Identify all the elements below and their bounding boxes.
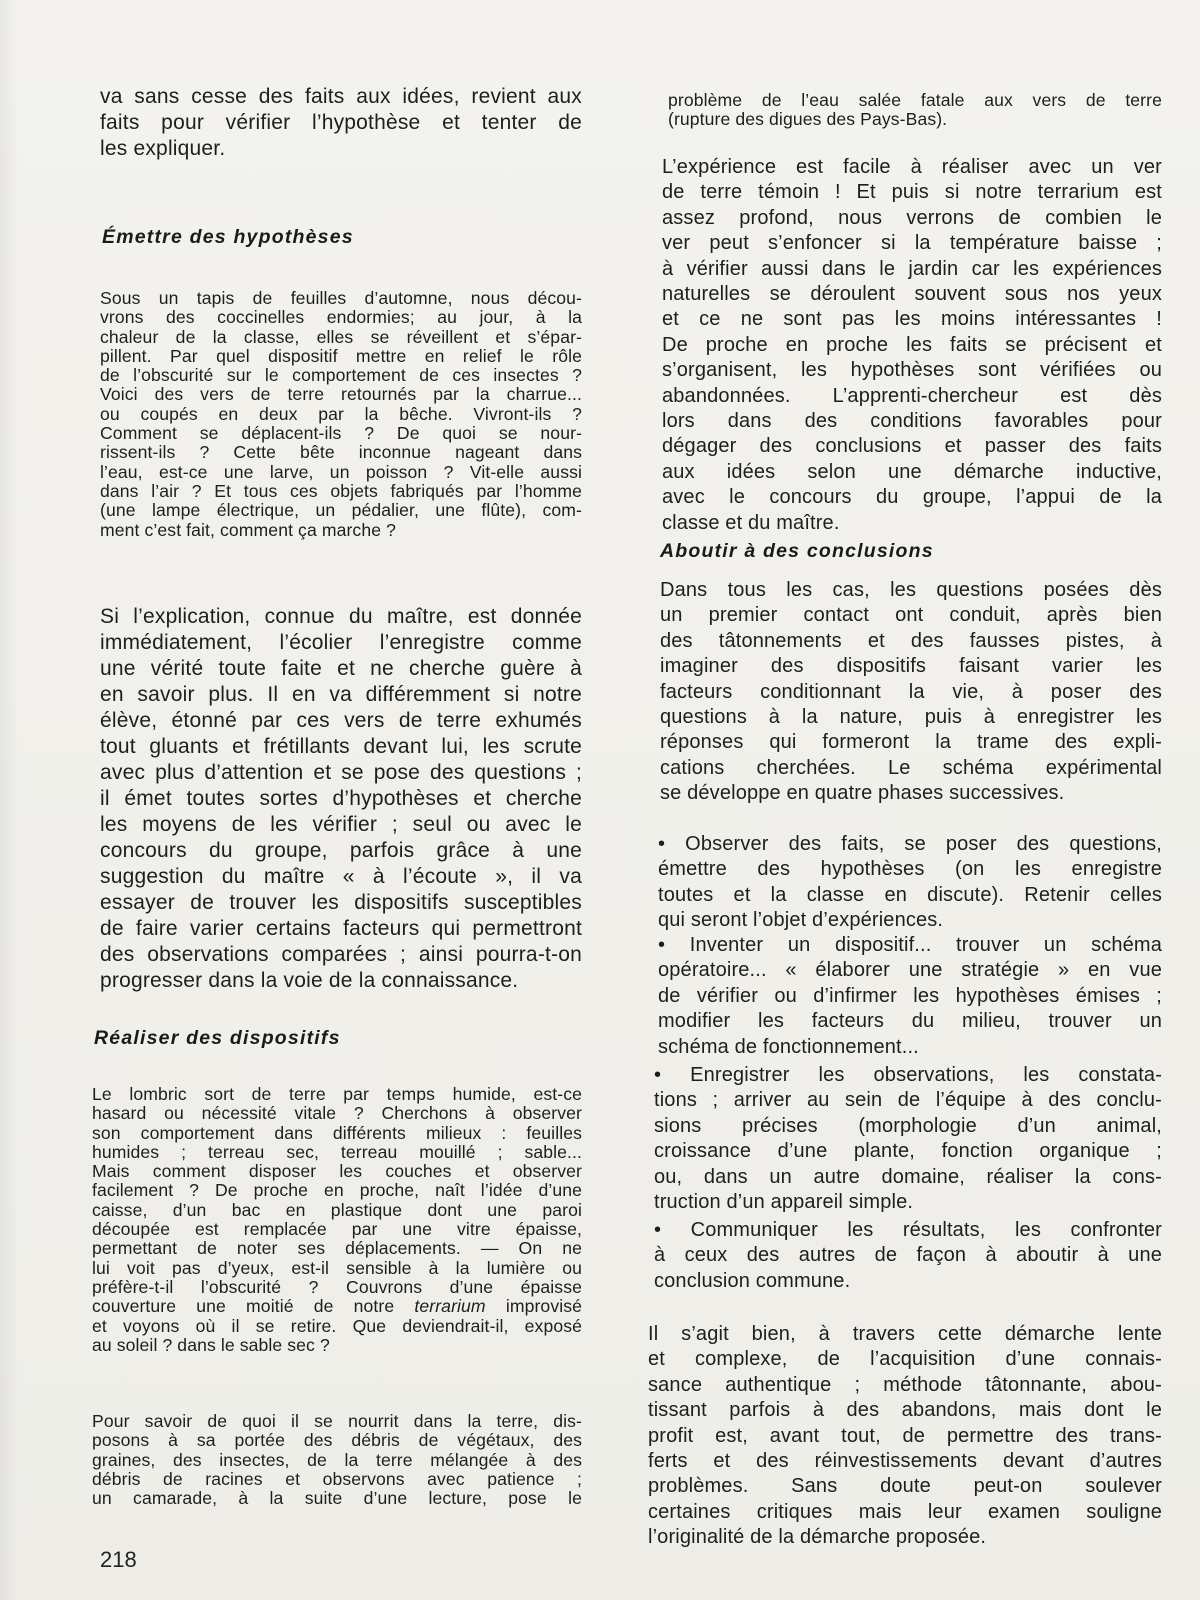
text-line: problèmes. Sans doute peut-on soulever	[648, 1475, 1162, 1498]
text-line: conclusion commune.	[654, 1269, 851, 1292]
bullet-item-inventer	[658, 933, 1162, 1060]
text-line: avec plus d’attention et se pose des questions ;	[100, 761, 582, 784]
text-line: dans l’air ? Et tous ces objets fabriqués par l’homme	[100, 480, 582, 501]
text-line: profit est, avant tout, de permettre des trans-	[648, 1424, 1162, 1447]
text-line: les moyens de les vérifier ; seul ou avec le	[100, 813, 582, 836]
text-line: émettre des hypothèses (on les enregistre	[658, 858, 1162, 881]
text-line: lors dans des conditions favorables pour	[662, 410, 1162, 433]
text-line: ment c’est fait, comment ça marche ?	[100, 519, 396, 540]
text-line: • Inventer un dispositif... trouver un schéma	[658, 934, 1162, 956]
text-line: dégager des conclusions et passer des faits	[662, 435, 1162, 458]
text-line: truction d’un appareil simple.	[654, 1191, 914, 1214]
text-line: une vérité toute faite et ne cherche guère à	[100, 657, 582, 680]
text-line: caisse, d’un bac en plastique dont une paroi	[92, 1199, 582, 1220]
text-line: Voici des vers de terre retournés par la charrue...	[100, 384, 582, 405]
text-line-with-italic: couverture une moitié de notre terrarium improvisé	[92, 1296, 583, 1317]
intro-paragraph	[100, 84, 582, 162]
text-line: avec le concours du groupe, l’appui de la	[662, 486, 1162, 509]
text-line: modifier les facteurs du milieu, trouver un	[658, 1010, 1162, 1033]
paragraph-experience	[662, 155, 1162, 536]
text-line: concours du groupe, parfois grâce à une	[100, 839, 582, 862]
text-line: Comment se déplacent-ils ? De quoi se nour-	[100, 423, 582, 444]
text-line: de l’obscurité sur le comportement de ces insectes ?	[100, 365, 582, 386]
text-line: réponses qui formeront la trame des expli-	[660, 731, 1162, 754]
text-line: de vérifier ou d’infirmer les hypothèses émises ;	[658, 984, 1162, 1007]
text-line: l’originalité de la démarche proposée.	[648, 1526, 987, 1549]
bullet-item-observer	[658, 832, 1162, 934]
paragraph-continuation	[668, 91, 1162, 130]
text-line: tout gluants et frétillants devant lui, les scrute	[100, 735, 582, 758]
bullet-item-enregistrer	[654, 1063, 1162, 1215]
text-line: • Observer des faits, se poser des questions,	[658, 833, 1162, 855]
text-line: ou, dans un autre domaine, réaliser la cons-	[654, 1165, 1162, 1188]
text-line: hasard ou nécessité vitale ? Cherchons à observer	[92, 1103, 582, 1124]
text-line: immédiatement, l’écolier l’enregistre comme	[100, 631, 582, 654]
text-line: les expliquer.	[100, 137, 226, 160]
text-line: va sans cesse des faits aux idées, revient aux	[100, 85, 582, 108]
text-line: ver peut s’enfoncer si la température baisse ;	[662, 232, 1162, 255]
paragraph-conclusion	[648, 1322, 1162, 1551]
text-line: cations cherchées. Le schéma expérimental	[660, 756, 1162, 779]
text-line: croissance d’une plante, fonction organique ;	[654, 1140, 1162, 1163]
text-line: et ce ne sont pas les moins intéressantes !	[662, 308, 1162, 331]
text-line: qui seront l’objet d’expériences.	[658, 909, 944, 932]
italic-term: terrarium	[414, 1296, 486, 1317]
paragraph-tous-les-cas	[660, 578, 1162, 807]
section-heading-realiser: Réaliser des dispositifs	[94, 1027, 341, 1049]
text-line: Mais comment disposer les couches et observer	[92, 1161, 582, 1182]
bullet-item-communiquer	[654, 1218, 1162, 1294]
text-line: au soleil ? dans le sable sec ?	[92, 1334, 330, 1355]
text-line: problème de l’eau salée fatale aux vers de terre	[668, 90, 1162, 110]
text-line: classe et du maître.	[662, 511, 840, 534]
text-line: débris de racines et observons avec patience ;	[92, 1468, 582, 1489]
text-line: Il s’agit bien, à travers cette démarche lente	[648, 1323, 1162, 1345]
text-line: schéma de fonctionnement...	[658, 1035, 919, 1058]
paragraph-lombric	[92, 1085, 582, 1355]
text-line: assez profond, nous verrons de combien le	[662, 206, 1162, 229]
text-line: faits pour vérifier l’hypothèse et tenter de	[100, 111, 582, 134]
text-line: des observations comparées ; ainsi pourra-t-on	[100, 943, 582, 966]
text-line: (une lampe électrique, un pédalier, une flûte), com-	[100, 500, 582, 521]
text-line: progresser dans la voie de la connaissance.	[100, 969, 519, 992]
text-line: graines, des insectes, de la terre mélangée à des	[92, 1449, 582, 1470]
text-line: Dans tous les cas, les questions posées dès	[660, 579, 1162, 601]
text-line: certaines critiques mais leur examen souligne	[648, 1500, 1162, 1523]
text-line: questions à la nature, puis à enregistrer les	[660, 706, 1162, 729]
text-line: il émet toutes sortes d’hypothèses et cherche	[100, 787, 582, 810]
text-line: chaleur de la classe, elles se réveillent et s’épar-	[100, 326, 582, 347]
text-line: suggestion du maître « à l’écoute », il va	[100, 865, 582, 888]
text-line: à vérifier aussi dans le jardin car les expériences	[662, 257, 1162, 280]
text-line: un camarade, à la suite d’une lecture, pose le	[92, 1488, 582, 1509]
text-line: découpée est remplacée par une vitre épaisse,	[92, 1219, 582, 1240]
text-line: Le lombric sort de terre par temps humide, est-ce	[92, 1084, 582, 1104]
text-line: vrons des coccinelles endormies; au jour, à la	[100, 307, 582, 328]
paragraph-explication	[100, 604, 582, 994]
text-line: tions ; arriver au sein de l’équipe à des conclu-	[654, 1089, 1162, 1112]
text-line: toutes et la classe en discute). Retenir celles	[658, 883, 1162, 906]
text-line: et complexe, de l’acquisition d’une connais-	[648, 1348, 1162, 1371]
paragraph-coccinelles	[100, 289, 582, 540]
text-line: en savoir plus. Il en va différemment si notre	[100, 683, 582, 706]
text-line: son comportement dans différents milieux : feuilles	[92, 1122, 582, 1143]
page-number: 218	[100, 1547, 137, 1572]
text-line: De proche en proche les faits se précisent et	[662, 333, 1162, 356]
text-line: opératoire... « élaborer une stratégie » en vue	[658, 959, 1162, 982]
text-line: • Communiquer les résultats, les confronter	[654, 1219, 1162, 1241]
paragraph-nourrit	[92, 1412, 582, 1508]
text-line: facilement ? De proche en proche, naît l’idée d’une	[92, 1180, 582, 1201]
text-line: Sous un tapis de feuilles d’automne, nous décou-	[100, 288, 582, 308]
text-line: de terre témoin ! Et puis si notre terrarium est	[662, 181, 1162, 204]
text-line: permettant de noter ses déplacements. — On ne	[92, 1238, 582, 1259]
text-line: ou coupés en deux par la bêche. Vivront-ils ?	[100, 403, 582, 424]
text-line: un premier contact ont conduit, après bien	[660, 604, 1162, 627]
text-line: s’organisent, les hypothèses sont vérifiées ou	[662, 359, 1162, 382]
text-line: à ceux des autres de façon à aboutir à une	[654, 1244, 1162, 1267]
text-line: Pour savoir de quoi il se nourrit dans la terre, dis-	[92, 1411, 582, 1431]
text-line: des tâtonnements et des fausses pistes, à	[660, 629, 1162, 652]
text-line: Si l’explication, connue du maître, est donnée	[100, 605, 582, 628]
text-line: posons à sa portée des débris de végétaux, des	[92, 1430, 582, 1451]
text-line: lui voit pas d’yeux, est-il sensible à la lumière ou	[92, 1257, 582, 1278]
text-line: tissant parfois à des abandons, mais dont le	[648, 1399, 1162, 1422]
text-line: sance authentique ; méthode tâtonnante, abou-	[648, 1373, 1162, 1396]
text-line: rissent-ils ? Cette bête inconnue nageant dans	[100, 442, 582, 463]
text-line: préfère-t-il l’obscurité ? Couvrons d’une épaisse	[92, 1276, 582, 1297]
text-line: l’eau, est-ce une larve, un poisson ? Vit-elle aussi	[100, 461, 582, 482]
text-line: et voyons où il se retire. Que deviendrait-il, exposé	[92, 1315, 582, 1336]
text-line: facteurs conditionnant la vie, à poser des	[660, 680, 1162, 703]
text-line: • Enregistrer les observations, les constata-	[654, 1064, 1162, 1086]
text-line: humides ; terreau sec, terreau mouillé ; sable...	[92, 1141, 582, 1162]
text-line: (rupture des digues des Pays-Bas).	[668, 109, 948, 130]
text-line: L’expérience est facile à réaliser avec un ver	[662, 156, 1162, 178]
section-heading-emettre: Émettre des hypothèses	[102, 226, 354, 248]
text-line: abandonnées. L’apprenti-chercheur est dès	[662, 384, 1162, 407]
text-line: essayer de trouver les dispositifs susceptibles	[100, 891, 582, 914]
text-line: naturelles se déroulent souvent sous nos yeux	[662, 283, 1162, 306]
text-line: aux idées selon une démarche inductive,	[662, 460, 1162, 483]
text-line: imaginer des dispositifs faisant varier les	[660, 655, 1162, 678]
text-line: élève, étonné par ces vers de terre exhumés	[100, 709, 582, 732]
text-line: se développe en quatre phases successives.	[660, 782, 1065, 805]
text-line: sions précises (morphologie d’un animal,	[654, 1114, 1162, 1137]
text-line: de faire varier certains facteurs qui permettront	[100, 917, 582, 940]
section-heading-aboutir: Aboutir à des conclusions	[660, 540, 934, 562]
text-line: ferts et des réinvestissements devant d’autres	[648, 1450, 1162, 1473]
text-line: pillent. Par quel dispositif mettre en relief le rôle	[100, 345, 582, 366]
